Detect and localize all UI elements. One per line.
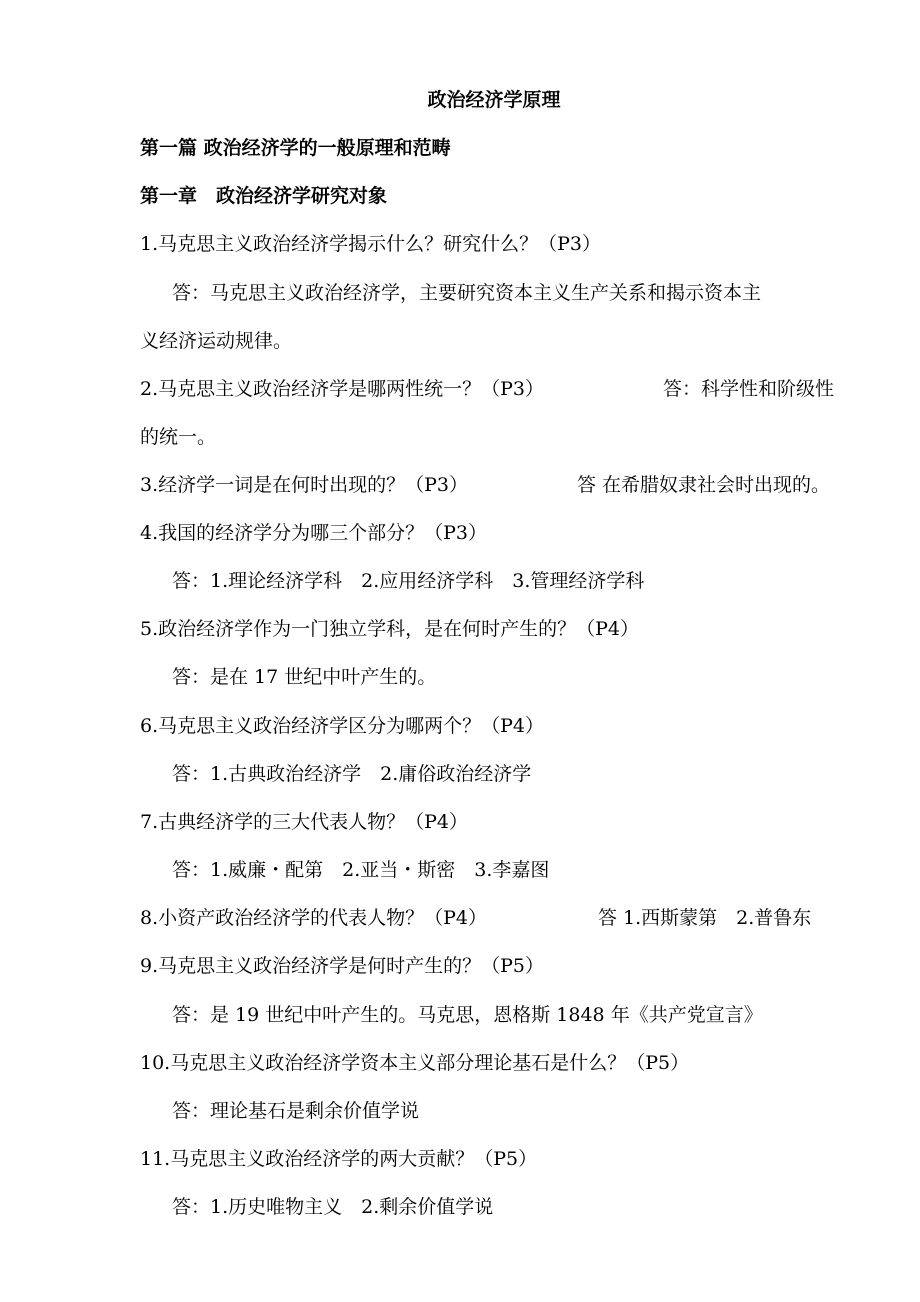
answer-1-line-1: 答：马克思主义政治经济学，主要研究资本主义生产关系和揭示资本主 xyxy=(172,282,762,304)
answer-1-line-2: 义经济运动规律。 xyxy=(140,330,293,352)
question-6: 6.马克思主义政治经济学区分为哪两个？（P4） xyxy=(140,715,545,737)
chapter-heading: 第一章 政治经济学研究对象 xyxy=(140,185,388,207)
answer-2-inline: 答：科学性和阶级性 xyxy=(663,378,835,400)
answer-10: 答：理论基石是剩余价值学说 xyxy=(172,1100,420,1122)
part-heading: 第一篇 政治经济学的一般原理和范畴 xyxy=(140,137,451,159)
answer-2-line-2: 的统一。 xyxy=(140,426,217,448)
question-3: 3.经济学一词是在何时出现的？（P3） xyxy=(140,474,469,496)
document-title: 政治经济学原理 xyxy=(427,89,561,111)
question-9: 9.马克思主义政治经济学是何时产生的？（P5） xyxy=(140,955,545,977)
question-4: 4.我国的经济学分为哪三个部分？（P3） xyxy=(140,522,488,544)
answer-7: 答：1.威廉・配第 2.亚当・斯密 3.李嘉图 xyxy=(172,859,550,881)
question-5: 5.政治经济学作为一门独立学科，是在何时产生的？（P4） xyxy=(140,618,640,640)
question-8: 8.小资产政治经济学的代表人物？（P4） xyxy=(140,907,488,929)
answer-4: 答：1.理论经济学科 2.应用经济学科 3.管理经济学科 xyxy=(172,570,645,592)
answer-6: 答：1.古典政治经济学 2.庸俗政治经济学 xyxy=(172,763,532,785)
answer-9: 答：是 19 世纪中叶产生的。马克思，恩格斯 1848 年《共产党宣言》 xyxy=(172,1004,763,1026)
answer-8-inline: 答 1.西斯蒙第 2.普鲁东 xyxy=(598,907,812,929)
question-11: 11.马克思主义政治经济学的两大贡献？（P5） xyxy=(140,1148,538,1170)
question-2: 2.马克思主义政治经济学是哪两性统一？（P3） xyxy=(140,378,545,400)
question-1: 1.马克思主义政治经济学揭示什么？研究什么？（P3） xyxy=(140,233,602,255)
question-10: 10.马克思主义政治经济学资本主义部分理论基石是什么？（P5） xyxy=(140,1052,690,1074)
answer-3-inline: 答 在希腊奴隶社会时出现的。 xyxy=(577,474,831,496)
question-7: 7.古典经济学的三大代表人物？（P4） xyxy=(140,811,469,833)
answer-11: 答：1.历史唯物主义 2.剩余价值学说 xyxy=(172,1196,494,1218)
answer-5: 答：是在 17 世纪中叶产生的。 xyxy=(172,666,437,688)
